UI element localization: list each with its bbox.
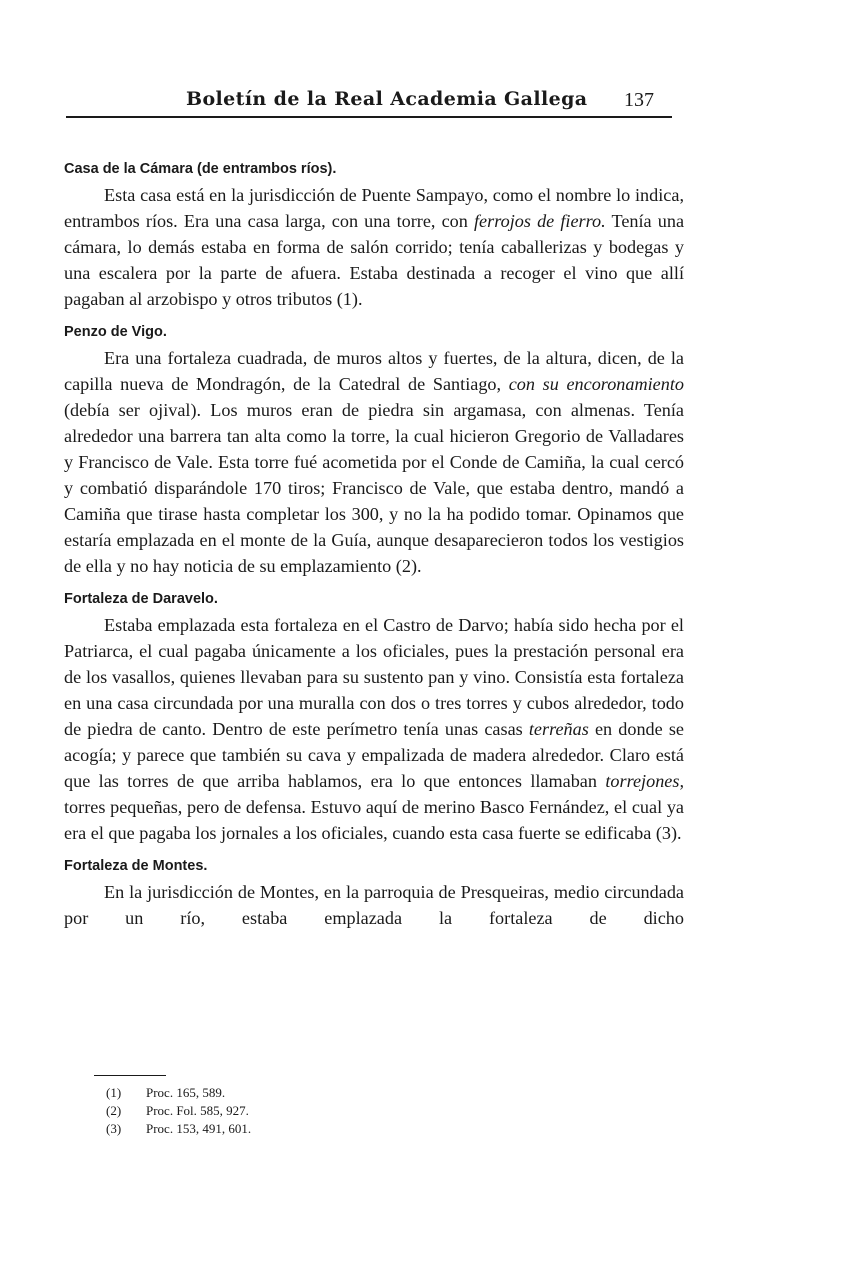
section-heading-penzo-vigo: Penzo de Vigo.: [64, 324, 167, 340]
paragraph-montes: En la jurisdicción de Montes, en la parroquia de Presqueiras, medio circundada por un río, estaba emplazada la fortaleza de dicho: [64, 882, 684, 928]
footnote-3: (3) Proc. 153, 491, 601.: [106, 1121, 252, 1136]
main-text: [64, 158, 684, 931]
section-heading-montes: Fortaleza de Montes.: [64, 858, 208, 874]
paragraph-casa-camara: Esta casa está en la jurisdicción de Puente Sampayo, como el nombre lo indica, entrambos ríos. Era una casa larga, con una torre, con ferrojos de fierro. Tenía una cámara, lo demás estaba en forma de salón corrido; tenía caballerizas y bodegas y una escalera por la parte de afuera. Estaba destinada a recoger el vino que allí pagaban al arzobispo y otros tributos (1).: [64, 185, 685, 309]
section-heading-daravelo: Fortaleza de Daravelo.: [64, 591, 218, 607]
footnote-1: (1) Proc. 165, 589.: [106, 1085, 226, 1100]
footnotes: [106, 1084, 506, 1138]
paragraph-daravelo: Estaba emplazada esta fortaleza en el Castro de Darvo; había sido hecha por el Patriarca, el cual pagaba únicamente a los oficiales, pues la prestación personal era de los vasallos, quienes llevaban para su sustento pan y vino. Consistía esta fortaleza en una casa circundada por una muralla con dos o tres torres y cubos alrededor, todo de piedra de canto. Dentro de este perímetro tenía unas casas terreñas en donde se acogía; y parece que también su cava y empalizada de madera alrededor. Claro está que las torres de que arriba hablamos, era lo que entonces llamaban torrejones, torres pequeñas, pero de defensa. Estuvo aquí de merino Basco Fernández, el cual ya era el que pagaba los jornales a los oficiales, cuando esta casa fuerte se edificaba (3).: [64, 615, 684, 843]
footnote-2: (2) Proc. Fol. 585, 927.: [106, 1103, 249, 1118]
page-number: 137: [624, 89, 654, 111]
footnote-divider: [94, 1075, 166, 1076]
paragraph-penzo-vigo: Era una fortaleza cuadrada, de muros altos y fuertes, de la altura, dicen, de la capilla nueva de Mondragón, de la Catedral de Santiago, con su encoronamiento (debía ser ojival). Los muros eran de piedra sin argamasa, con almenas. Tenía alrededor una barrera tan alta como la torre, la cual hicieron Gregorio de Valladares y Francisco de Vale. Esta torre fué acometida por el Conde de Camiña, la cual cercó y combatió disparándole 170 tiros; Francisco de Vale, que estaba dentro, mandó a Camiña que tirase hasta completar los 300, y no la ha podido tomar. Opinamos que estaría emplazada en el monte de la Guía, aunque desaparecieron todos los vestigios de ella y no hay noticia de su emplazamiento (2).: [64, 348, 684, 576]
running-title: Boletín de la Real Academia Gallega: [186, 88, 588, 110]
running-header: [66, 86, 672, 118]
section-heading-casa-camara: Casa de la Cámara (de entrambos ríos).: [64, 161, 337, 177]
